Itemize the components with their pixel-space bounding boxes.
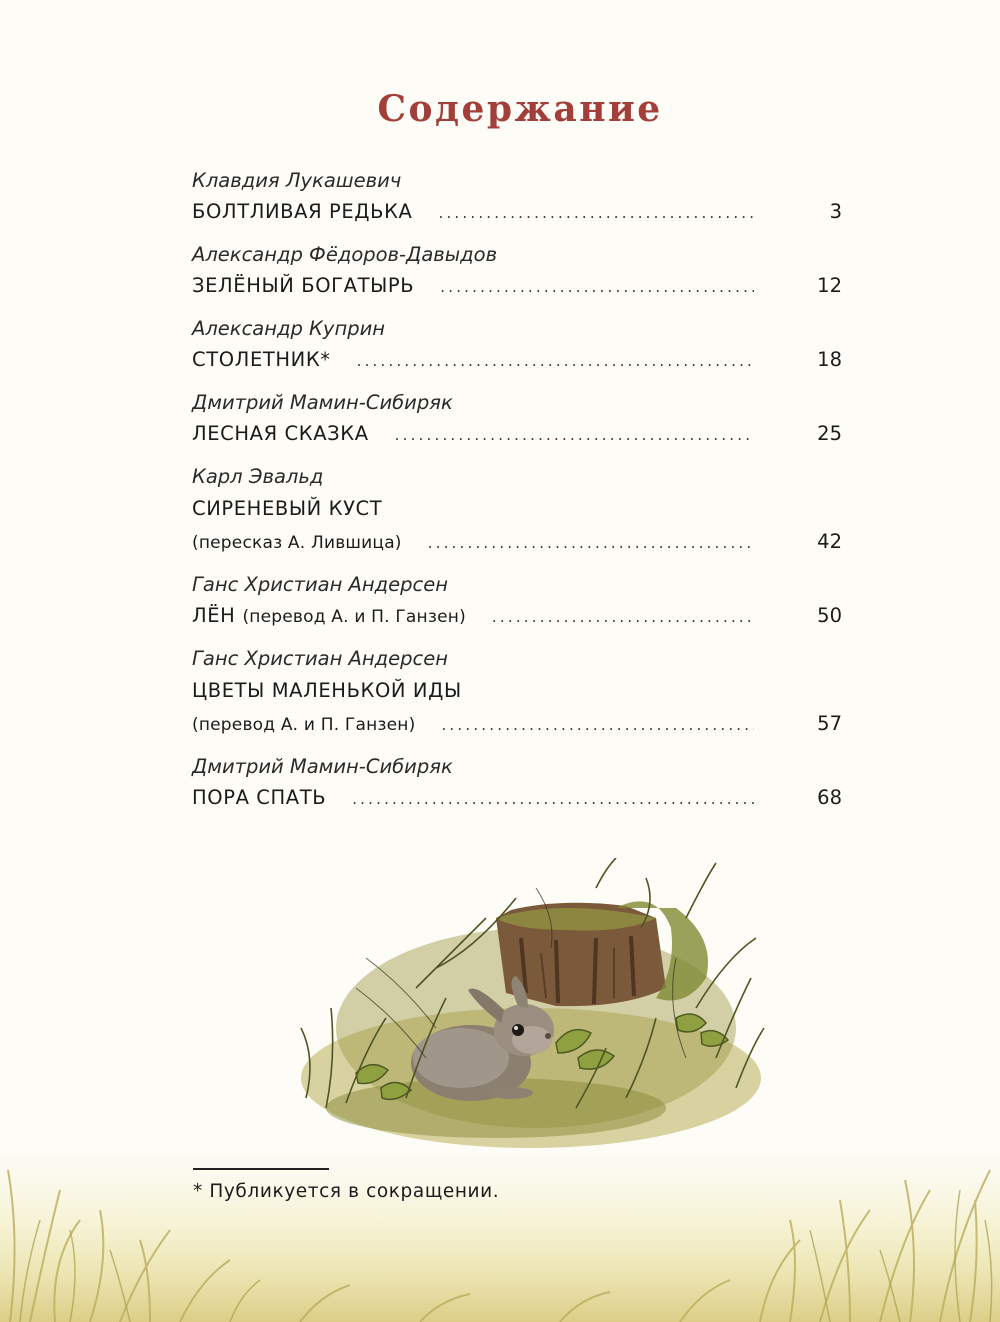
- entry-title: БОЛТЛИВАЯ РЕДЬКА: [192, 200, 413, 223]
- dot-leader: [395, 420, 754, 451]
- entry-author: Карл Эвальд: [192, 465, 324, 488]
- entry-author: Александр Фёдоров-Давыдов: [192, 243, 498, 266]
- entry-title: ЛЕСНАЯ СКАЗКА: [192, 422, 369, 445]
- entry-title-line: [192, 270, 842, 301]
- toc-entry: [192, 166, 842, 227]
- toc-entry: [192, 752, 842, 813]
- entry-title-line: [192, 196, 842, 227]
- entry-title: ЛЁН: [192, 604, 236, 627]
- entry-page-number: 18: [817, 348, 842, 371]
- entry-title-line: [192, 708, 842, 739]
- entry-title-line: [192, 418, 842, 449]
- entry-page-number: 50: [817, 604, 842, 627]
- dot-leader: [428, 528, 754, 559]
- rabbit-under-stump-illustration: [296, 858, 766, 1158]
- dot-leader: [492, 602, 754, 633]
- entry-page-number: 25: [817, 422, 842, 445]
- dot-leader: [441, 710, 754, 741]
- entry-note: (перевод А. и П. Ганзен): [242, 607, 466, 627]
- entry-title: ЗЕЛЁНЫЙ БОГАТЫРЬ: [192, 274, 415, 297]
- entry-title-line: [192, 600, 842, 631]
- toc-entry: [192, 314, 842, 375]
- entry-page-number: 57: [817, 712, 842, 735]
- toc-entry: [192, 388, 842, 449]
- toc-entry: [192, 462, 842, 557]
- entry-author: Дмитрий Мамин-Сибиряк: [192, 755, 453, 778]
- dot-leader: [440, 272, 754, 303]
- entry-title-line: [192, 344, 842, 375]
- entry-author: Ганс Христиан Андерсен: [192, 647, 448, 670]
- entry-note: (перевод А. и П. Ганзен): [192, 715, 416, 735]
- page-title: Содержание: [377, 88, 663, 130]
- entry-author: Ганс Христиан Андерсен: [192, 573, 448, 596]
- entry-title: ЦВЕТЫ МАЛЕНЬКОЙ ИДЫ: [192, 679, 462, 702]
- entry-page-number: 68: [817, 786, 842, 809]
- entry-author: Клавдия Лукашевич: [192, 169, 402, 192]
- entry-title: ПОРА СПАТЬ: [192, 786, 327, 809]
- entry-note: (пересказ А. Лившица): [192, 533, 402, 553]
- toc-entry: [192, 240, 842, 301]
- dot-leader: [357, 346, 754, 377]
- entry-page-number: 42: [817, 530, 842, 553]
- toc-entry: [192, 644, 842, 739]
- entry-author: Александр Куприн: [192, 317, 385, 340]
- dot-leader: [439, 198, 755, 229]
- entry-title-line: [192, 526, 842, 557]
- dot-leader: [352, 784, 754, 815]
- entry-page-number: 12: [817, 274, 842, 297]
- entry-title-line: [192, 782, 842, 813]
- entry-author: Дмитрий Мамин-Сибиряк: [192, 391, 453, 414]
- entry-title: СИРЕНЕВЫЙ КУСТ: [192, 497, 383, 520]
- footnote-separator: [193, 1168, 329, 1170]
- entry-page-number: 3: [829, 200, 842, 223]
- table-of-contents: [192, 166, 842, 813]
- toc-entry: [192, 570, 842, 631]
- footnote: * Публикуется в сокращении.: [193, 1181, 500, 1202]
- entry-title: СТОЛЕТНИК*: [192, 348, 331, 371]
